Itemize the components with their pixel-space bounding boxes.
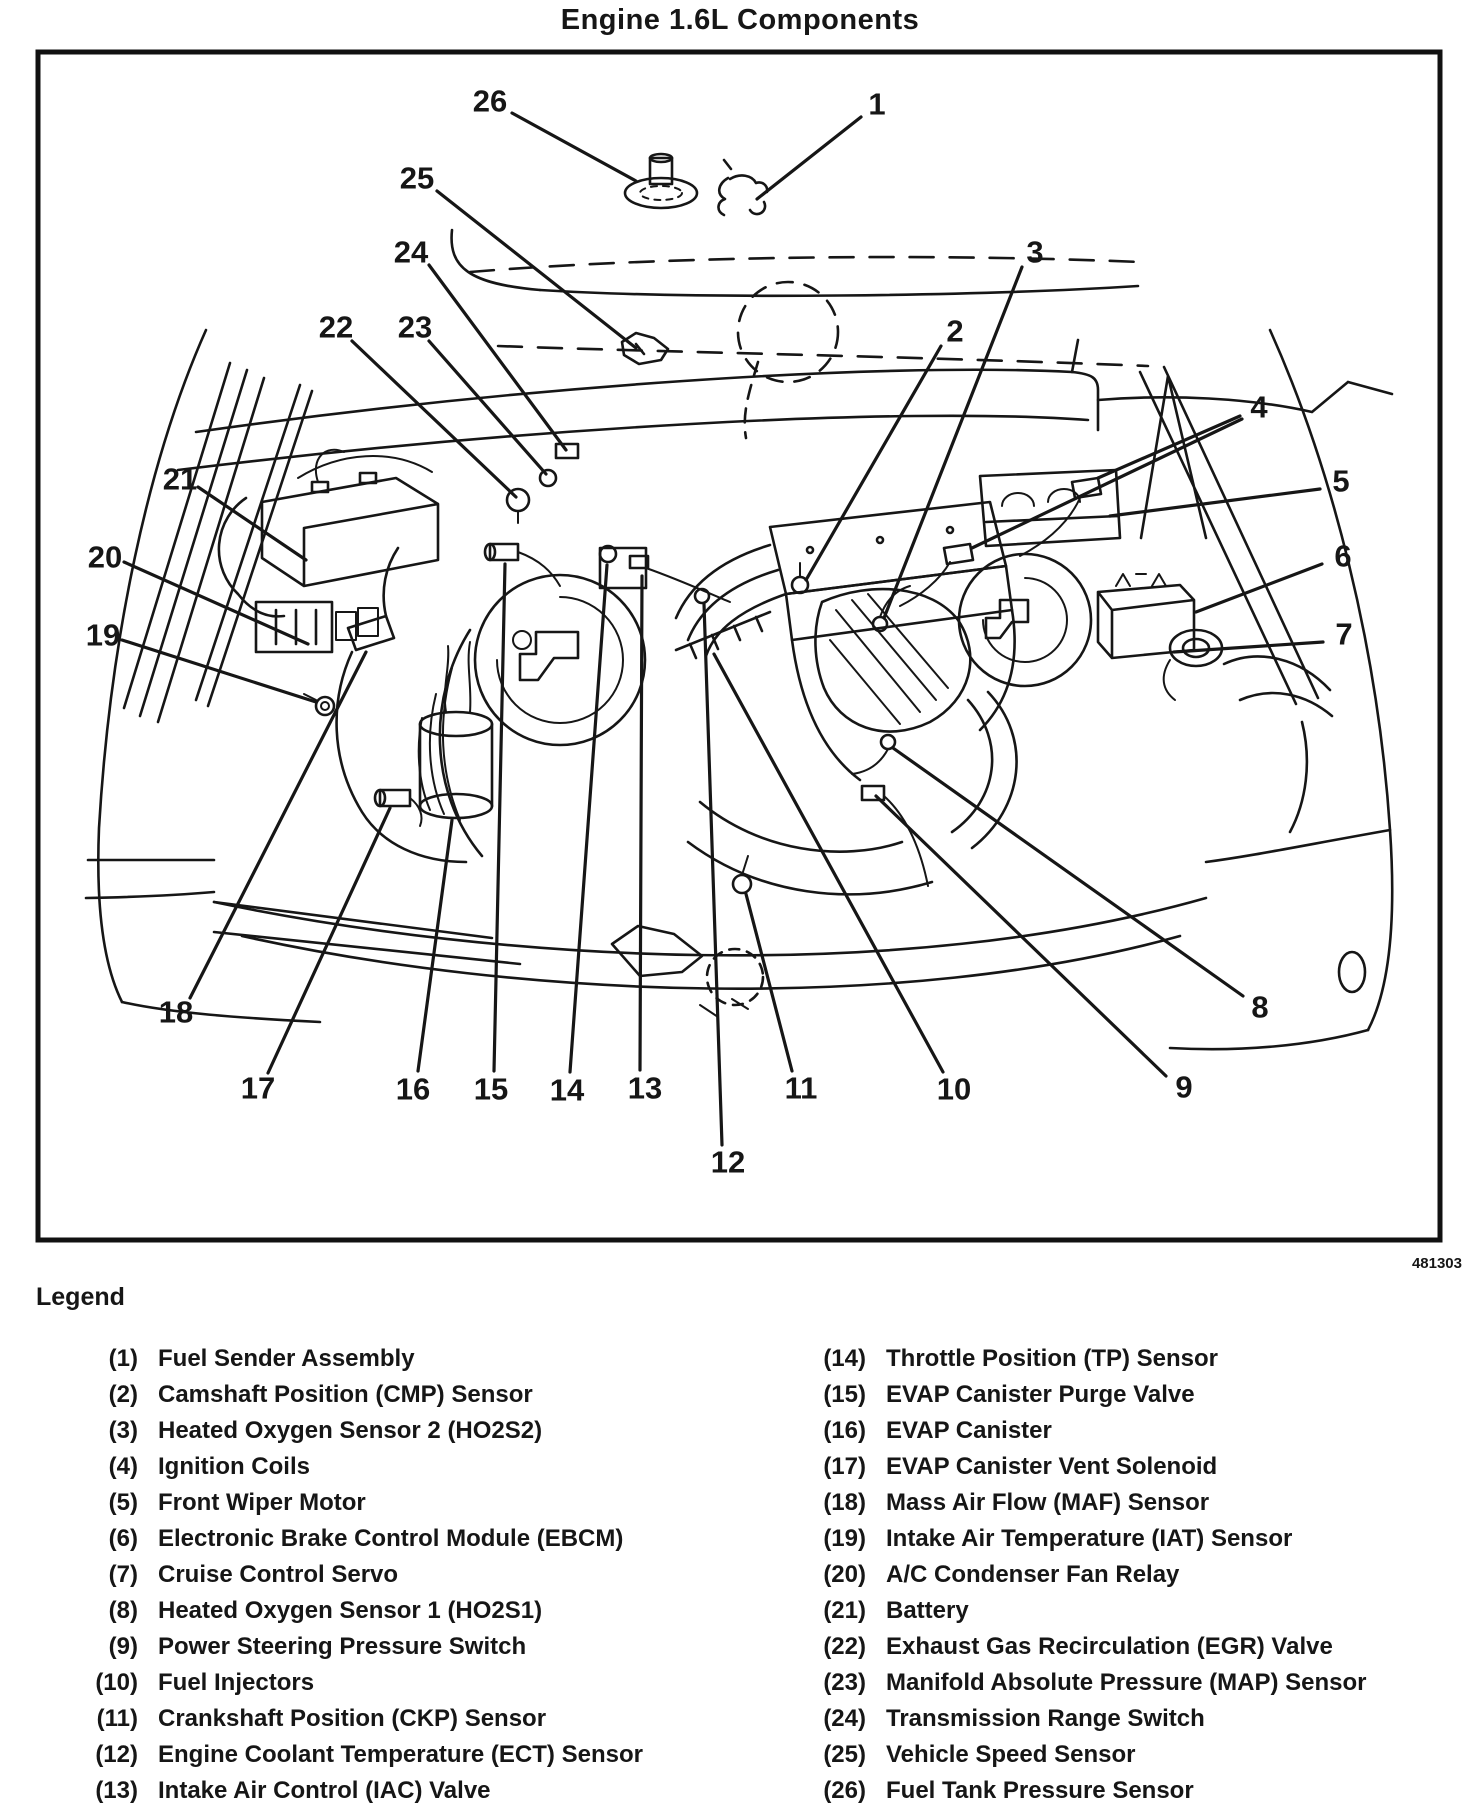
callout-7: 7 [1335, 616, 1353, 652]
callout-26: 26 [472, 83, 508, 119]
legend-item-number: (26) [823, 1777, 866, 1804]
legend-item-number: (24) [823, 1705, 866, 1732]
legend-item-1 [88, 1341, 748, 1377]
legend-item-number: (1) [108, 1345, 138, 1372]
legend-item-number: (22) [823, 1633, 866, 1660]
leader-line-4 [972, 419, 1242, 548]
legend-item-number: (15) [823, 1381, 866, 1408]
page-title: Engine 1.6L Components [560, 4, 920, 36]
legend-item-number: (14) [823, 1345, 866, 1372]
leader-line-5 [1110, 489, 1320, 516]
legend-item-label: Intake Air Temperature (IAT) Sensor [886, 1525, 1293, 1552]
legend-item-20 [790, 1557, 1466, 1593]
legend-heading: Legend [36, 1283, 125, 1311]
legend-item-label: Intake Air Control (IAC) Valve [158, 1777, 491, 1804]
callout-3: 3 [1026, 234, 1044, 270]
legend-item-10 [88, 1665, 748, 1701]
legend-item-number: (5) [108, 1489, 138, 1516]
legend-item-number: (23) [823, 1669, 866, 1696]
legend-item-25 [790, 1737, 1466, 1773]
legend-item-label: Fuel Injectors [158, 1669, 315, 1696]
callout-22: 22 [318, 309, 354, 345]
legend-item-label: EVAP Canister Vent Solenoid [886, 1453, 1218, 1480]
engine-line-art [86, 154, 1392, 1049]
legend-item-18 [790, 1485, 1466, 1521]
legend-item-number: (17) [823, 1453, 866, 1480]
legend-item-number: (12) [95, 1741, 138, 1768]
legend-item-label: Fuel Sender Assembly [158, 1345, 415, 1372]
diagram-border [38, 52, 1440, 1240]
legend-item-number: (8) [108, 1597, 138, 1624]
legend-item-label: Battery [886, 1597, 969, 1624]
legend-item-number: (18) [823, 1489, 866, 1516]
legend-item-label: Power Steering Pressure Switch [158, 1633, 527, 1660]
legend-item-label: Ignition Coils [158, 1453, 310, 1480]
legend-item-11 [88, 1701, 748, 1737]
leader-line-14 [570, 565, 607, 1072]
legend-item-14 [790, 1341, 1466, 1377]
legend-item-6 [88, 1521, 748, 1557]
legend-item-number: (3) [108, 1417, 138, 1444]
legend-item-number: (16) [823, 1417, 866, 1444]
leader-line-19 [122, 640, 316, 702]
legend-column-right [790, 1341, 1466, 1809]
leader-line-11 [746, 894, 792, 1071]
callout-25: 25 [399, 160, 435, 196]
legend-item-label: Exhaust Gas Recirculation (EGR) Valve [886, 1633, 1333, 1660]
legend-item-label: Fuel Tank Pressure Sensor [886, 1777, 1194, 1804]
legend-item-26 [790, 1773, 1466, 1809]
legend-item-15 [790, 1377, 1466, 1413]
legend-item-number: (9) [108, 1633, 138, 1660]
legend-item-16 [790, 1413, 1466, 1449]
legend-item-label: EVAP Canister Purge Valve [886, 1381, 1195, 1408]
legend-item-label: Throttle Position (TP) Sensor [886, 1345, 1219, 1372]
callout-21: 21 [162, 461, 198, 497]
callout-14: 14 [549, 1072, 585, 1108]
leader-line-12 [704, 604, 722, 1145]
callout-1: 1 [868, 86, 886, 122]
legend-item-label: Cruise Control Servo [158, 1561, 399, 1588]
leader-line-15 [494, 564, 505, 1071]
legend-item-label: Vehicle Speed Sensor [886, 1741, 1136, 1768]
callout-23: 23 [397, 309, 433, 345]
legend-item-number: (6) [108, 1525, 138, 1552]
legend-item-label: Transmission Range Switch [886, 1705, 1205, 1732]
legend-item-number: (11) [96, 1705, 138, 1732]
legend-item-7 [88, 1557, 748, 1593]
callout-18: 18 [158, 994, 194, 1030]
legend-item-label: Electronic Brake Control Module (EBCM) [158, 1525, 624, 1552]
figure-number: 481303 [1411, 1255, 1462, 1272]
legend-item-label: Heated Oxygen Sensor 2 (HO2S2) [158, 1417, 543, 1444]
legend-item-label: Mass Air Flow (MAF) Sensor [886, 1489, 1210, 1516]
legend-item-22 [790, 1629, 1466, 1665]
legend-item-number: (10) [95, 1669, 138, 1696]
legend-item-5 [88, 1485, 748, 1521]
callout-17: 17 [240, 1070, 276, 1106]
legend-item-21 [790, 1593, 1466, 1629]
leader-line-26 [512, 113, 636, 181]
leader-line-16 [418, 820, 452, 1071]
legend-item-number: (25) [823, 1741, 866, 1768]
callout-2: 2 [946, 313, 964, 349]
legend-column-left [88, 1341, 748, 1809]
legend-item-4 [88, 1449, 748, 1485]
legend-item-label: Camshaft Position (CMP) Sensor [158, 1381, 533, 1408]
leader-line-13 [640, 576, 642, 1070]
leader-line-1 [757, 117, 861, 199]
legend-item-3 [88, 1413, 748, 1449]
legend-item-label: Crankshaft Position (CKP) Sensor [158, 1705, 547, 1732]
legend-item-12 [88, 1737, 748, 1773]
callout-9: 9 [1175, 1069, 1193, 1105]
callout-12: 12 [710, 1144, 746, 1180]
legend-item-13 [88, 1773, 748, 1809]
legend-item-label: Heated Oxygen Sensor 1 (HO2S1) [158, 1597, 543, 1624]
callout-5: 5 [1332, 463, 1350, 499]
legend-item-label: EVAP Canister [886, 1417, 1052, 1444]
legend-item-number: (7) [108, 1561, 138, 1588]
callout-6: 6 [1334, 538, 1352, 574]
callout-19: 19 [85, 617, 121, 653]
callout-11: 11 [784, 1070, 818, 1106]
callout-10: 10 [936, 1071, 972, 1107]
legend-item-label: Manifold Absolute Pressure (MAP) Sensor [886, 1669, 1367, 1696]
legend-item-number: (13) [95, 1777, 138, 1804]
legend-item-label: A/C Condenser Fan Relay [886, 1561, 1180, 1588]
legend-item-2 [88, 1377, 748, 1413]
legend-item-number: (20) [823, 1561, 866, 1588]
legend-item-17 [790, 1449, 1466, 1485]
legend-item-19 [790, 1521, 1466, 1557]
legend-item-number: (4) [108, 1453, 138, 1480]
callout-24: 24 [393, 234, 429, 270]
callout-13: 13 [627, 1070, 663, 1106]
legend-item-23 [790, 1665, 1466, 1701]
legend-item-number: (21) [823, 1597, 866, 1624]
legend-item-number: (2) [108, 1381, 138, 1408]
leader-line-24 [429, 265, 566, 450]
callout-8: 8 [1251, 989, 1269, 1025]
leader-line-4 [1098, 416, 1240, 478]
callout-20: 20 [87, 539, 123, 575]
leader-line-23 [429, 341, 546, 474]
leader-line-7 [1174, 642, 1323, 652]
leader-line-8 [893, 748, 1243, 996]
callout-16: 16 [395, 1071, 431, 1107]
legend-item-8 [88, 1593, 748, 1629]
legend-item-number: (19) [823, 1525, 866, 1552]
legend-item-9 [88, 1629, 748, 1665]
callout-15: 15 [473, 1071, 509, 1107]
callout-4: 4 [1250, 389, 1268, 425]
leader-line-2 [806, 346, 941, 580]
legend-item-24 [790, 1701, 1466, 1737]
legend-item-label: Front Wiper Motor [158, 1489, 366, 1516]
legend-item-label: Engine Coolant Temperature (ECT) Sensor [158, 1741, 643, 1768]
